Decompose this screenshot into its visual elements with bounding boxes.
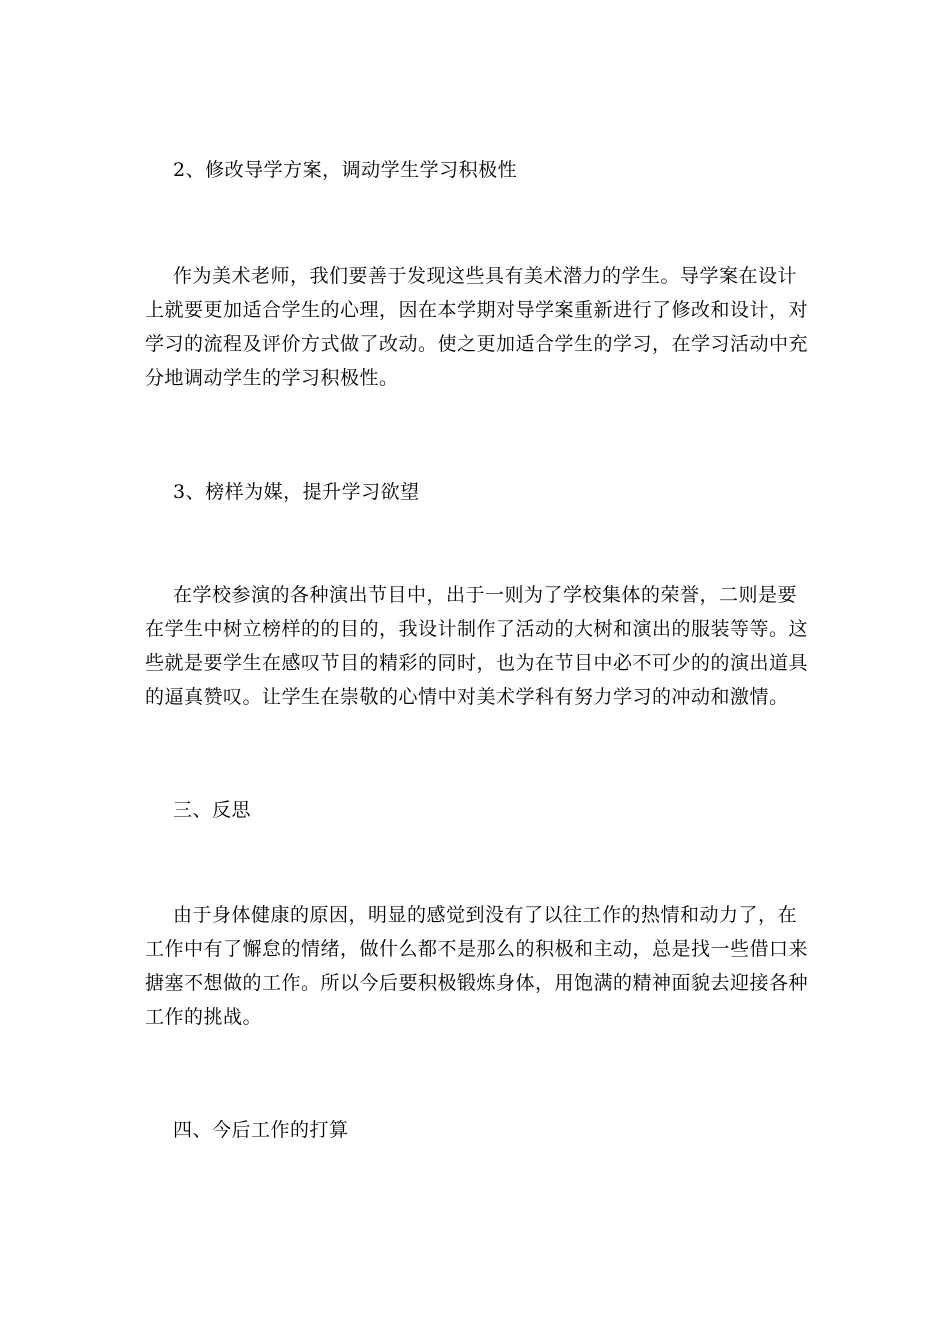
paragraph-text: 由于身体健康的原因，明显的感觉到没有了以往工作的热情和动力了，在工作中有了懈怠的情绪，做什么都不是那么的积极和主动，总是找一些借口来搪塞不想做的工作。所以今后要积极锻炼身体，用饱满的精神面貌去迎接各种工作的挑战。 <box>145 904 809 1028</box>
section-paragraph-role-model <box>145 578 815 714</box>
section-heading-guided-learning: 2、修改导学方案，调动学生学习积极性 <box>173 159 518 181</box>
section-heading-reflection: 三、反思 <box>173 799 252 821</box>
section-paragraph-reflection <box>145 898 815 1034</box>
section-paragraph-guided-learning <box>145 259 815 395</box>
section-heading-role-model: 3、榜样为媒，提升学习欲望 <box>173 481 420 503</box>
section-heading-future-plans: 四、今后工作的打算 <box>173 1119 349 1141</box>
paragraph-text: 在学校参演的各种演出节目中，出于一则为了学校集体的荣誉，二则是要在学生中树立榜样的的目的，我设计制作了活动的大树和演出的服装等等。这些就是要学生在感叹节目的精彩的同时，也为在节目中必不可少的的演出道具的逼真赞叹。让学生在崇敬的心情中对美术学科有努力学习的冲动和激情。 <box>145 584 809 708</box>
paragraph-text: 作为美术老师，我们要善于发现这些具有美术潜力的学生。导学案在设计上就要更加适合学生的心理，因在本学期对导学案重新进行了修改和设计，对学习的流程及评价方式做了改动。使之更加适合学生的学习，在学习活动中充分地调动学生的学习积极性。 <box>145 265 809 389</box>
